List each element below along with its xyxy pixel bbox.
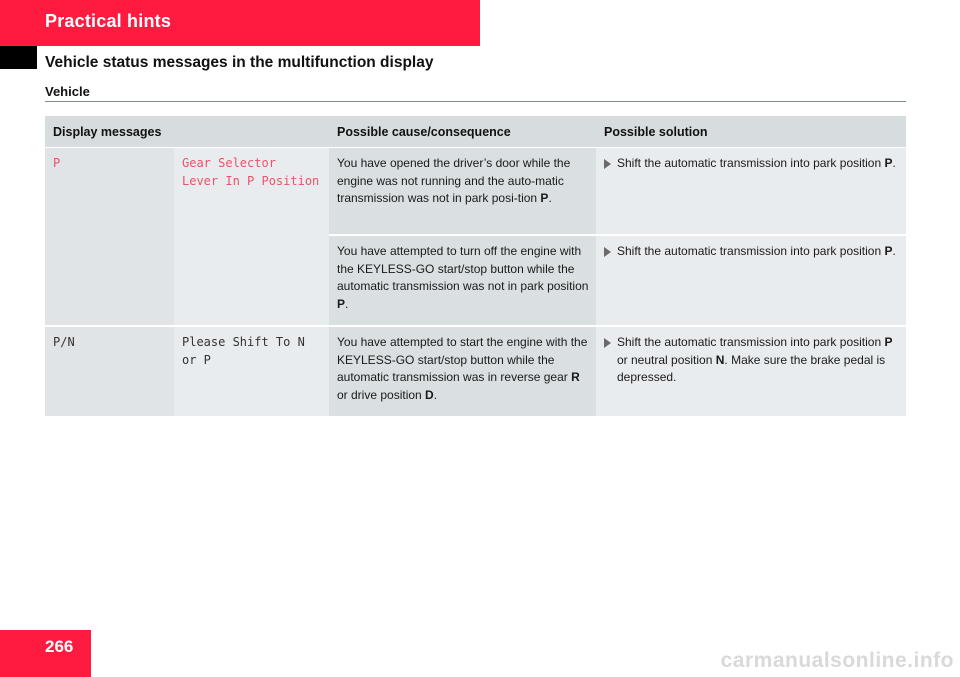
solution-cell — [596, 325, 906, 416]
page-number: 266 — [45, 637, 74, 656]
display-message-text — [174, 325, 329, 416]
message-line: or P — [182, 352, 211, 367]
message-line: Lever In P Position — [182, 173, 320, 188]
section-title: Vehicle status messages in the multifunction display — [45, 54, 434, 71]
cause-cell: You have attempted to turn off the engine with the KEYLESS-GO start/stop button while the automatic transmission was not in park position P. — [329, 234, 596, 325]
bullet-arrow-icon — [604, 159, 611, 169]
table-row — [45, 325, 906, 416]
display-message-text — [174, 148, 329, 325]
message-line: Please Shift To N — [182, 335, 305, 349]
display-code: P — [45, 148, 174, 325]
solution-cell — [596, 234, 906, 325]
message-line: Gear Selector — [182, 156, 276, 170]
chapter-title: Practical hints — [45, 11, 172, 31]
subsection-title: Vehicle — [45, 84, 90, 99]
watermark: carmanualsonline.info — [720, 649, 954, 672]
header-possible-solution: Possible solution — [596, 116, 906, 148]
table-header-row — [45, 116, 906, 148]
solution-cell — [596, 148, 906, 234]
section-marker — [0, 46, 37, 69]
display-code: P/N — [45, 325, 174, 416]
solution-item: Shift the automatic transmission into park position P or neutral position N. Make sure the brake pedal is depressed. — [604, 334, 899, 387]
cause-cell: You have opened the driver’s door while the engine was not running and the auto-matic transmission was not in park posi-tion P. — [329, 148, 596, 234]
header-possible-cause: Possible cause/consequence — [329, 116, 596, 148]
subsection-divider — [45, 101, 906, 102]
table-row — [45, 148, 906, 234]
solution-item: Shift the automatic transmission into park position P. — [604, 155, 899, 173]
cause-cell: You have attempted to start the engine with the KEYLESS-GO start/stop button while the automatic transmission was in reverse gear R or drive position D. — [329, 325, 596, 416]
bullet-arrow-icon — [604, 338, 611, 348]
status-messages-table — [45, 116, 906, 416]
solution-item: Shift the automatic transmission into park position P. — [604, 243, 899, 261]
header-display-messages: Display messages — [45, 116, 329, 148]
bullet-arrow-icon — [604, 247, 611, 257]
